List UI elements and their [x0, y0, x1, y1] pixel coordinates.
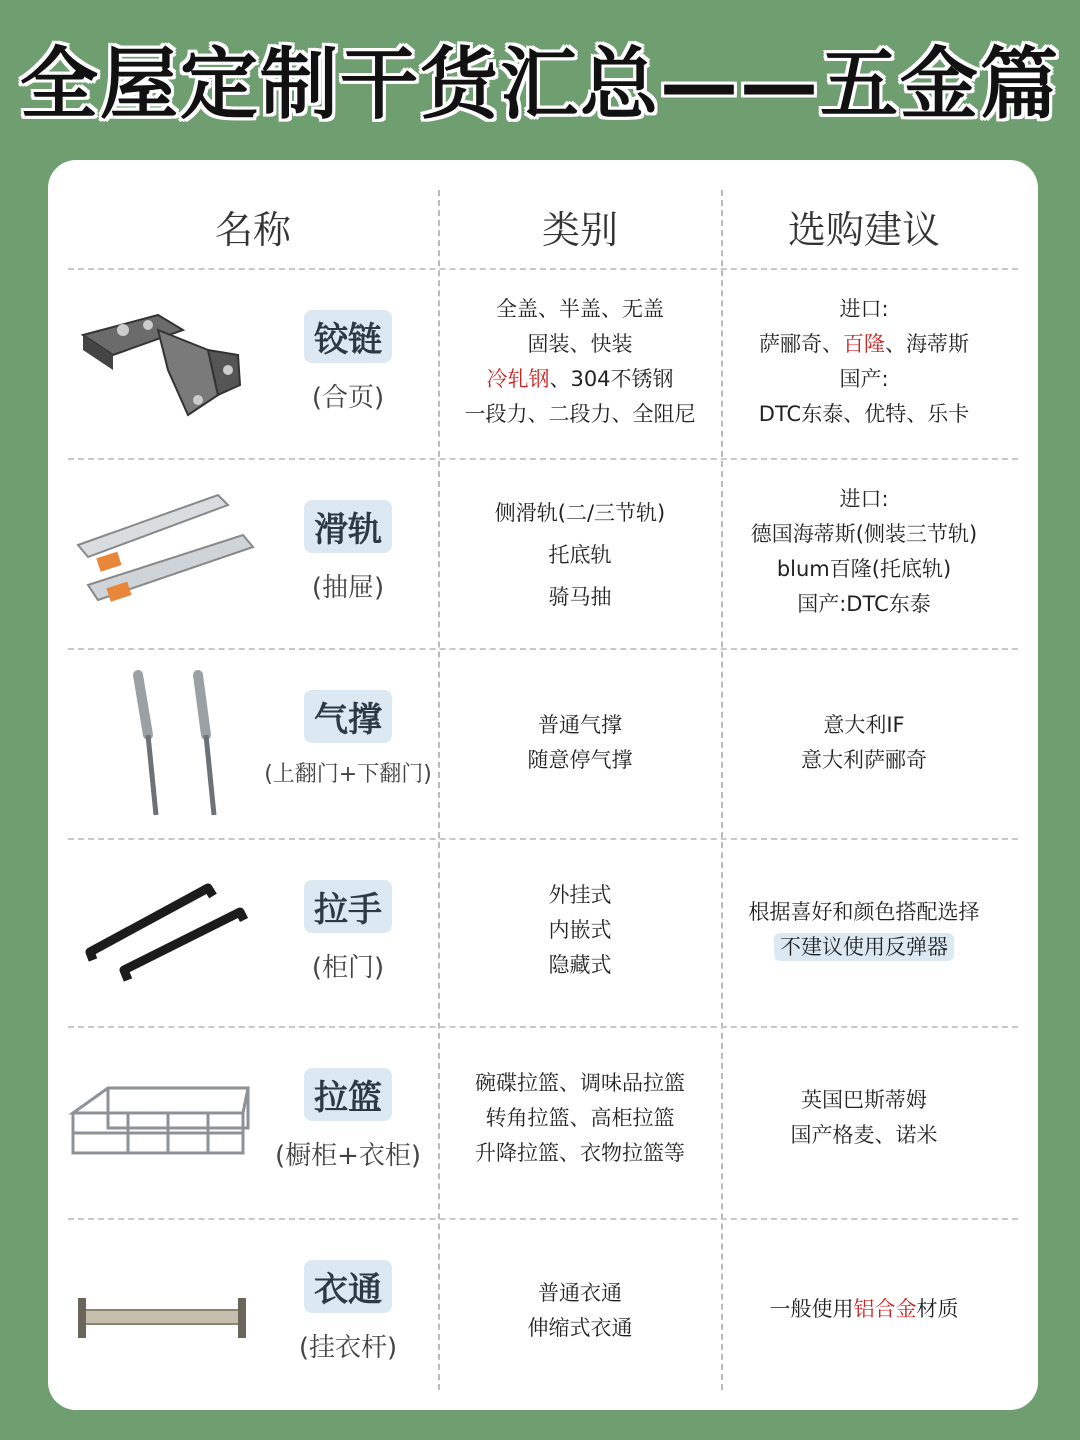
- table-row: [48, 1028, 1038, 1218]
- category-line: 普通衣通: [538, 1281, 622, 1305]
- advice-line: 德国海蒂斯(侧装三节轨): [750, 522, 978, 546]
- advice-line: 国产格麦、诺米: [790, 1123, 938, 1147]
- advice-line: 国产:DTC东泰: [797, 592, 931, 616]
- table-row: [48, 840, 1038, 1026]
- wardrobe-rod-image: [68, 1280, 258, 1360]
- item-name: 拉手: [304, 880, 392, 933]
- drawer-slide-image: [68, 485, 258, 625]
- hinge-image: [68, 295, 258, 435]
- category-line: 隐藏式: [548, 953, 612, 977]
- category-cell: [440, 292, 720, 432]
- item-subtitle: (柜门): [311, 953, 385, 983]
- advice-cell: [724, 292, 1004, 432]
- category-line: 碗碟拉篮、调味品拉篮: [475, 1071, 685, 1095]
- category-cell: [440, 1066, 720, 1171]
- advice-text: 萨郦奇、: [759, 332, 843, 356]
- highlight-text: 不建议使用反弹器: [774, 933, 954, 961]
- advice-text: 材质: [916, 1297, 959, 1321]
- table-row: [48, 460, 1038, 648]
- advice-line: 意大利萨郦奇: [801, 748, 927, 772]
- item-name: 拉篮: [304, 1068, 392, 1121]
- advice-line: [724, 930, 1004, 965]
- category-line: 伸缩式衣通: [527, 1316, 633, 1340]
- category-line: 外挂式: [548, 883, 612, 907]
- table-header: [48, 190, 1038, 270]
- table-row: [48, 270, 1038, 458]
- item-subtitle: (合页): [311, 383, 385, 413]
- page-title: 全屋定制干货汇总——五金篇: [19, 40, 1060, 130]
- item-subtitle: (上翻门+下翻门): [264, 762, 432, 787]
- category-line: 转角拉篮、高柜拉篮: [485, 1106, 675, 1130]
- highlight-text: 百隆: [843, 332, 885, 356]
- advice-cell: [724, 1292, 1004, 1327]
- header-advice: 选购建议: [787, 208, 940, 252]
- category-cell: [440, 878, 720, 983]
- category-line: 骑马抽: [548, 585, 612, 609]
- header-category: 类别: [541, 208, 618, 252]
- category-line: 侧滑轨(二/三节轨): [494, 501, 666, 525]
- item-subtitle: (橱柜+衣柜): [274, 1141, 422, 1171]
- item-name: 气撑: [304, 690, 392, 743]
- category-text: 、304不锈钢: [549, 367, 674, 391]
- advice-text: 一般使用: [769, 1297, 854, 1321]
- category-line: 普通气撑: [538, 713, 622, 737]
- table-row: [48, 650, 1038, 838]
- advice-cell: [724, 1083, 1004, 1153]
- advice-cell: [724, 895, 1004, 965]
- category-cell: [440, 708, 720, 778]
- table-row: [48, 1220, 1038, 1400]
- item-name: 铰链: [304, 310, 392, 363]
- category-cell: [440, 1276, 720, 1346]
- category-line: 内嵌式: [548, 918, 612, 942]
- advice-cell: [724, 708, 1004, 778]
- advice-line: 意大利IF: [823, 713, 905, 737]
- advice-line: 国产:: [839, 367, 889, 391]
- item-name: 衣通: [304, 1260, 392, 1313]
- advice-line: DTC东泰、优特、乐卡: [758, 402, 970, 426]
- highlight-text: 铝合金: [853, 1297, 917, 1321]
- advice-line: [724, 327, 1004, 362]
- hardware-table-card: [48, 160, 1038, 1410]
- advice-line: [724, 1292, 1004, 1327]
- category-line: 全盖、半盖、无盖: [496, 297, 664, 321]
- category-line: 升降拉篮、衣物拉篮等: [475, 1141, 685, 1165]
- advice-line: blum百隆(托底轨): [776, 557, 952, 581]
- highlight-text: 冷轧钢: [486, 367, 550, 391]
- category-line: 随意停气撑: [527, 748, 633, 772]
- category-line: 一段力、二段力、全阻尼: [464, 402, 696, 426]
- header-name: 名称: [214, 208, 291, 252]
- advice-line: 根据喜好和颜色搭配选择: [748, 900, 980, 924]
- category-line: [440, 362, 720, 397]
- gas-strut-image: [68, 665, 258, 825]
- pull-basket-image: [68, 1058, 258, 1188]
- advice-line: 进口:: [839, 297, 889, 321]
- advice-line: 进口:: [839, 487, 889, 511]
- advice-cell: [724, 482, 1004, 622]
- item-name: 滑轨: [304, 500, 392, 553]
- item-subtitle: (挂衣杆): [298, 1333, 398, 1363]
- handle-image: [68, 860, 258, 1000]
- advice-line: 英国巴斯蒂姆: [801, 1088, 927, 1112]
- item-subtitle: (抽屉): [311, 573, 385, 603]
- category-line: 托底轨: [548, 543, 612, 567]
- category-cell: [440, 492, 720, 618]
- advice-text: 、海蒂斯: [885, 332, 969, 356]
- category-line: 固装、快装: [527, 332, 633, 356]
